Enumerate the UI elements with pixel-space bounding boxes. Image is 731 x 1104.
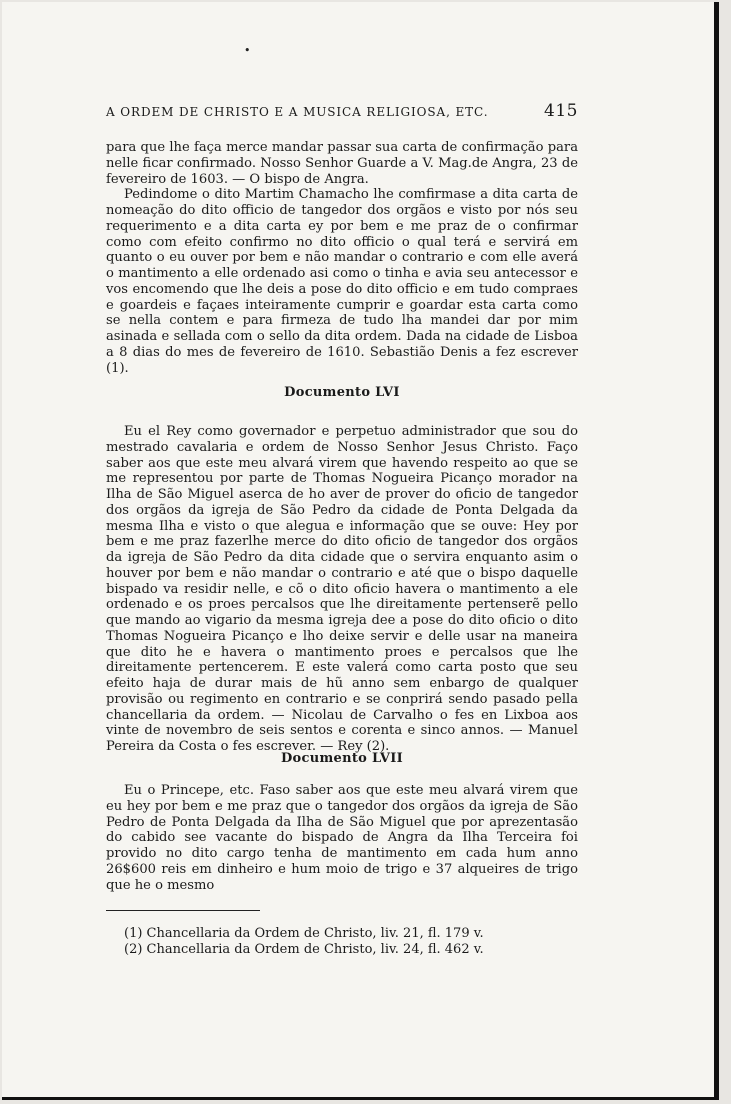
intro-paragraph-2: Pedindome o dito Martim Chamacho lhe comfirmase a dita carta de nomeação do dito officio de tangedor dos orgãos e visto por nós seu requerimento e a dita carta ey por bem e me praz de o confirmar como com efeito confirmo no dito officio o qual terá e servirá em quanto o eu ouver por bem e não mandar o contrario e com elle averá o mantimento a elle ordenado asi como o tinha e avia seu antecessor e vos encomendo que lhe deis a pose do dito officio e em tudo compraes e goardeis e façaes inteiramente cumprir e goardar esta carta como se nella contem e para firmeza de tudo lha mandei dar por mim asinada e sellada com o sello da dita ordem. Dada na cidade de Lisboa a 8 dias do mes de fevereiro de 1610. Sebastião Denis a fez escrever (1). bbox=[106, 187, 578, 376]
intro-section bbox=[106, 140, 578, 376]
document-lvii-body bbox=[106, 783, 578, 893]
document-lvii-heading: Documento LVII bbox=[280, 751, 404, 766]
running-head: A ORDEM DE CHRISTO E A MUSICA RELIGIOSA, ETC. bbox=[106, 105, 489, 119]
document-page bbox=[2, 2, 719, 1100]
footnote-1: (1) Chancellaria da Ordem de Christo, liv. 21, fl. 179 v. bbox=[124, 926, 484, 941]
page-number: 415 bbox=[544, 101, 578, 121]
footnotes bbox=[124, 926, 484, 958]
document-lvi-text: Eu el Rey como governador e perpetuo administrador que sou do mestrado cavalaria e ordem de Nosso Senhor Jesus Christo. Faço saber aos que este meu alvará virem que havendo respeito ao que se me representou por parte de Thomas Nogueira Picanço morador na Ilha de São Miguel aserca de ho aver de prover do oficio de tangedor dos orgãos da igreja de São Pedro da cidade de Ponta Delgada da mesma Ilha e visto o que alegua e informação que se ouve: Hey por bem e me praz fazerlhe merce do dito oficio de tangedor dos orgãos da igreja de São Pedro da dita cidade que o servira enquanto asim o houver por bem e não mandar o contrario e até que o bispo daquelle bispado va residir nelle, e cõ o dito oficio havera o mantimento a ele ordenado e os proes percalsos que lhe direitamente pertenserẽ pello que mando ao vigario da mesma igreja dee a pose do dito oficio o dito Thomas Nogueira Picanço e lho deixe servir e delle usar na maneira que dito he e havera o mantimento proes e percalsos que lhe direitamente pertencerem. E este valerá como carta posto que seu efeito haja de durar mais de hũ anno sem enbargo de qualquer provisão ou regimento en contrario e se conprirá sendo pasado pella chancellaria da ordem. — Nicolau de Carvalho o fes en Lixboa aos vinte de novembro de seis sentos e corenta e sinco annos. — Manuel Pereira da Costa o fes escrever. — Rey (2). bbox=[106, 424, 578, 754]
footnote-divider bbox=[106, 910, 260, 911]
document-lvii-text: Eu o Princepe, etc. Faso saber aos que este meu alvará virem que eu hey por bem e me praz que o tangedor dos orgãos da igreja de São Pedro de Ponta Delgada da Ilha de São Miguel que por aprezentasão do cabido see vacante do bispado de Angra da Ilha Terceira foi provido no dito cargo tenha de mantimento em cada hum anno 26$600 reis em dinheiro e hum moio de trigo e 37 alqueires de trigo que he o mesmo bbox=[106, 783, 578, 893]
document-lvi-heading: Documento LVI bbox=[284, 385, 400, 400]
footnote-2: (2) Chancellaria da Ordem de Christo, liv. 24, fl. 462 v. bbox=[124, 942, 484, 957]
intro-paragraph-1: para que lhe faça merce mandar passar sua carta de confirmação para nelle ficar confirmado. Nosso Senhor Guarde a V. Mag.de Angra, 23 de fevereiro de 1603. — O bispo de Angra. bbox=[106, 140, 578, 187]
document-lvi-body bbox=[106, 424, 578, 755]
top-mark: • bbox=[244, 44, 251, 57]
page-header bbox=[106, 101, 578, 121]
